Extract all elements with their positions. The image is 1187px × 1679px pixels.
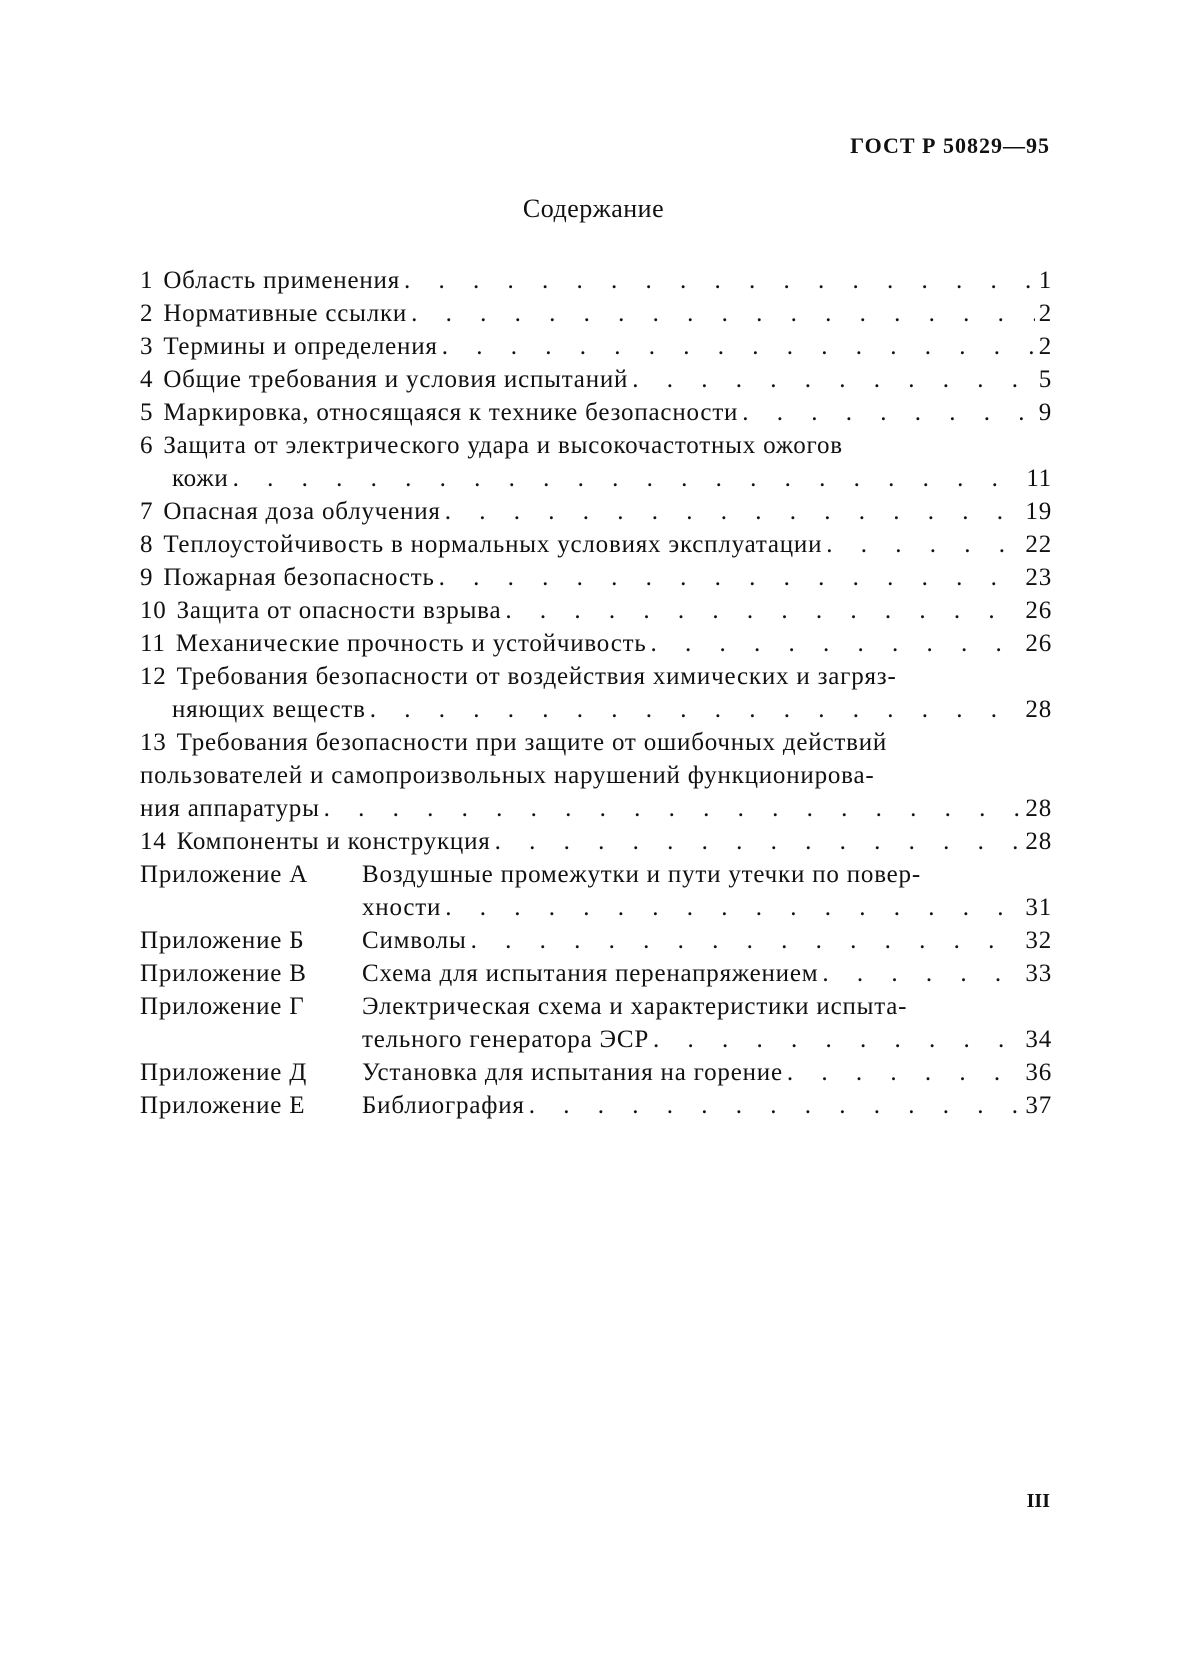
leader-dots: [529, 1089, 1022, 1122]
leader-dots: [445, 495, 1022, 528]
leader-dots: [370, 693, 1022, 726]
leader-dots: [445, 891, 1021, 924]
leader-dots: [439, 561, 1022, 594]
leader-dots: [404, 264, 1035, 297]
leader-dots: [653, 1023, 1021, 1056]
leader-dots: [233, 462, 1023, 495]
toc-entry: 8 Теплоустойчивость в нормальных условиях эксплуатации . . . 22: [140, 528, 1052, 561]
toc-entry: 7 Опасная доза облучения . . . 19: [140, 495, 1052, 528]
page-number: III: [1026, 1490, 1050, 1512]
toc-entry-continuation: пользователей и самопроизвольных нарушений функционирова-: [140, 762, 875, 789]
leader-dots: [632, 363, 1034, 396]
toc-entry: 6 Защита от электрического удара и высокочастотных ожогов: [140, 432, 843, 459]
toc-entry: 11 Механические прочность и устойчивость . . . 26: [140, 627, 1052, 660]
leader-dots: [787, 1056, 1022, 1089]
toc-entry: 9 Пожарная безопасность . . . 23: [140, 561, 1052, 594]
toc-entry: 12 Требования безопасности от воздействия химических и загряз-: [140, 663, 897, 690]
toc-entry-continuation: ния аппаратуры . . . 28: [140, 792, 1052, 825]
toc-entry: 14 Компоненты и конструкция . . . 28: [140, 825, 1052, 858]
leader-dots: [324, 792, 1022, 825]
appendix-entry: Приложение Д Установка для испытания на горение . . . 36: [140, 1056, 1052, 1089]
leader-dots: [822, 957, 1021, 990]
page-title: Содержание: [522, 194, 665, 223]
appendix-entry-continuation: хности . . . 31: [140, 891, 1052, 924]
toc-entry-continuation: няющих веществ . . . 28: [140, 693, 1052, 726]
leader-dots: [442, 330, 1035, 363]
toc-entry: 13 Требования безопасности при защите от ошибочных действий: [140, 729, 888, 756]
toc-entry: 5 Маркировка, относящаяся к технике безопасности . . . 9: [140, 396, 1052, 429]
toc-entry: 3 Термины и определения . . . 2: [140, 330, 1052, 363]
leader-dots: [505, 594, 1021, 627]
appendix-entry: Приложение Е Библиография . . . 37: [140, 1089, 1052, 1122]
toc-entry: 1 Область применения . . . 1: [140, 264, 1052, 297]
appendix-entry: Приложение В Схема для испытания перенапряжением . . . 33: [140, 957, 1052, 990]
appendix-entry: Приложение Б Символы . . . 32: [140, 924, 1052, 957]
appendix-entry: Приложение Г Электрическая схема и характеристики испыта-: [140, 993, 908, 1020]
toc-entry-continuation: кожи . . . 11: [140, 462, 1052, 495]
leader-dots: [742, 396, 1034, 429]
document-code: ГОСТ Р 50829—95: [850, 133, 1050, 158]
toc-entry: 4 Общие требования и условия испытаний . . . 5: [140, 363, 1052, 396]
table-of-contents: [140, 264, 1052, 1122]
toc-entry: 10 Защита от опасности взрыва . . . 26: [140, 594, 1052, 627]
leader-dots: [495, 825, 1022, 858]
toc-entry: 2 Нормативные ссылки . . . 2: [140, 297, 1052, 330]
leader-dots: [826, 528, 1021, 561]
leader-dots: [471, 924, 1022, 957]
appendix-entry: Приложение А Воздушные промежутки и пути утечки по повер-: [140, 861, 921, 888]
leader-dots: [411, 297, 1035, 330]
appendix-entry-continuation: тельного генератора ЭСР . . . 34: [140, 1023, 1052, 1056]
leader-dots: [651, 627, 1022, 660]
